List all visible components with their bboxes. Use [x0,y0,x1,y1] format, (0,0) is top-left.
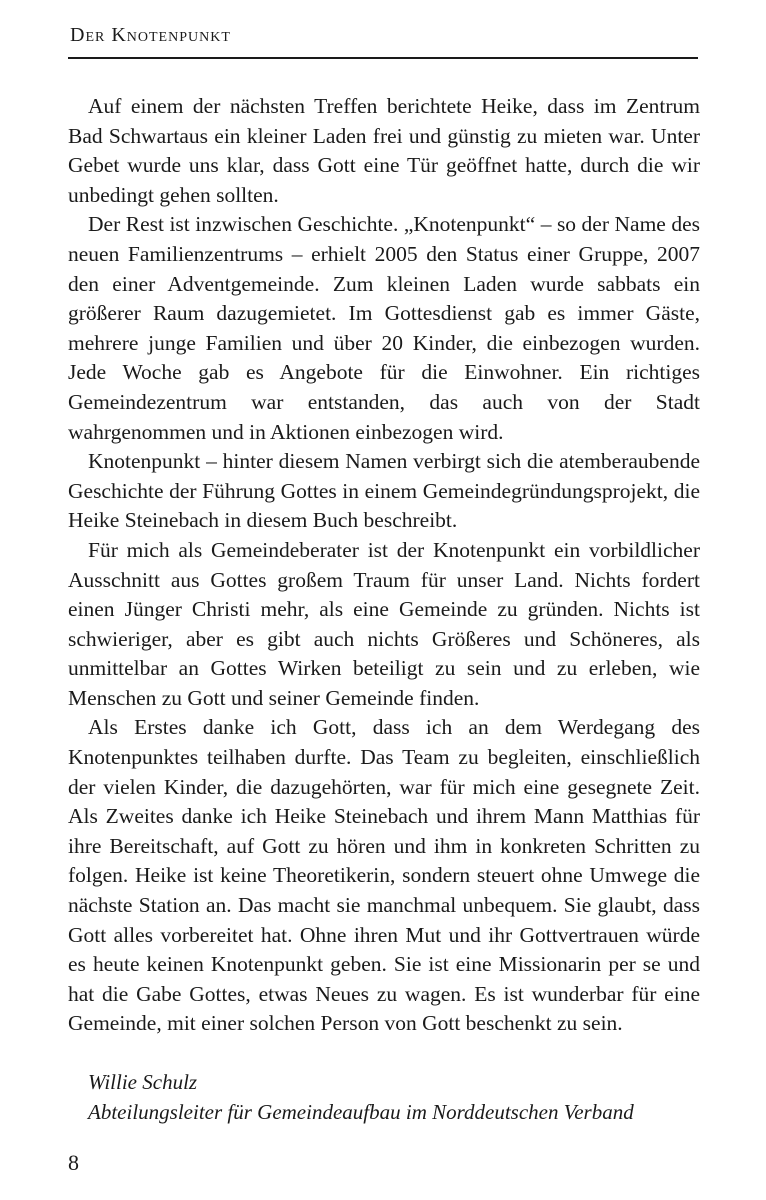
body-text [68,92,700,1039]
paragraph-1: Auf einem der nächsten Treffen berichtete Heike, dass im Zentrum Bad Schwartaus ein kleiner Laden frei und günstig zu mieten war. Unter Gebet wurde uns klar, dass Gott eine Tür geöffnet hatte, durch die wir unbedingt gehen sollten. [68,94,700,207]
author-role: Abteilungsleiter für Gemeindeaufbau im Norddeutschen Verband [88,1100,634,1124]
paragraph-5: Als Erstes danke ich Gott, dass ich an dem Werdegang des Knotenpunktes teilhaben durfte. Das Team zu begleiten, einschließlich der vielen Kinder, die dazugehörten, war für mich eine gesegnete Zeit. Als Zweites danke ich Heike Steinebach und ihrem Mann Matthias für ihre Bereitschaft, auf Gott zu hören und ihm in konkreten Schritten zu folgen. Heike ist keine Theoretikerin, sondern steuert ohne Umwege die nächste Station an. Das macht sie manchmal unbequem. Sie glaubt, dass Gott alles vorbereitet hat. Ohne ihren Mut und ihr Gottvertrauen würde es heute keinen Knotenpunkt geben. Sie ist eine Missionarin per se und hat die Gabe Gottes, etwas Neues zu wagen. Es ist wunderbar für eine Gemeinde, mit einer solchen Person von Gott beschenkt zu sein. [68,715,700,1036]
running-head: Der Knotenpunkt [70,24,231,46]
signature-block [88,1067,708,1127]
paragraph-4: Für mich als Gemeindeberater ist der Knotenpunkt ein vorbildlicher Ausschnitt aus Gottes großem Traum für unser Land. Nichts fordert einen Jünger Christi mehr, als eine Gemeinde zu gründen. Nichts ist schwieriger, aber es gibt auch nichts Größeres und Schöneres, als unmittelbar an Gottes Wirken beteiligt zu sein und zu erleben, wie Menschen zu Gott und seiner Gemeinde finden. [68,537,700,710]
author-name: Willie Schulz [88,1070,198,1094]
paragraph-2: Der Rest ist inzwischen Geschichte. „Knotenpunkt“ – so der Name des neuen Familienzentrums – erhielt 2005 den Status einer Gruppe, 2007 den einer Adventgemeinde. Zum kleinen Laden wurde sabbats ein größerer Raum dazugemietet. Im Gottesdienst gab es immer Gäste, mehrere junge Familien und über 20 Kinder, die einbezogen wurden. Jede Woche gab es Angebote für die Einwohner. Ein richtiges Gemeindezentrum war entstanden, das auch von der Stadt wahrgenommen und in Aktionen einbezogen wird. [68,212,700,444]
header-rule [68,57,698,59]
page-number: 8 [68,1150,79,1175]
paragraph-3: Knotenpunkt – hinter diesem Namen verbirgt sich die atemberaubende Geschichte der Führung Gottes in einem Gemeindegründungsprojekt, die Heike Steinebach in diesem Buch beschreibt. [68,449,700,533]
